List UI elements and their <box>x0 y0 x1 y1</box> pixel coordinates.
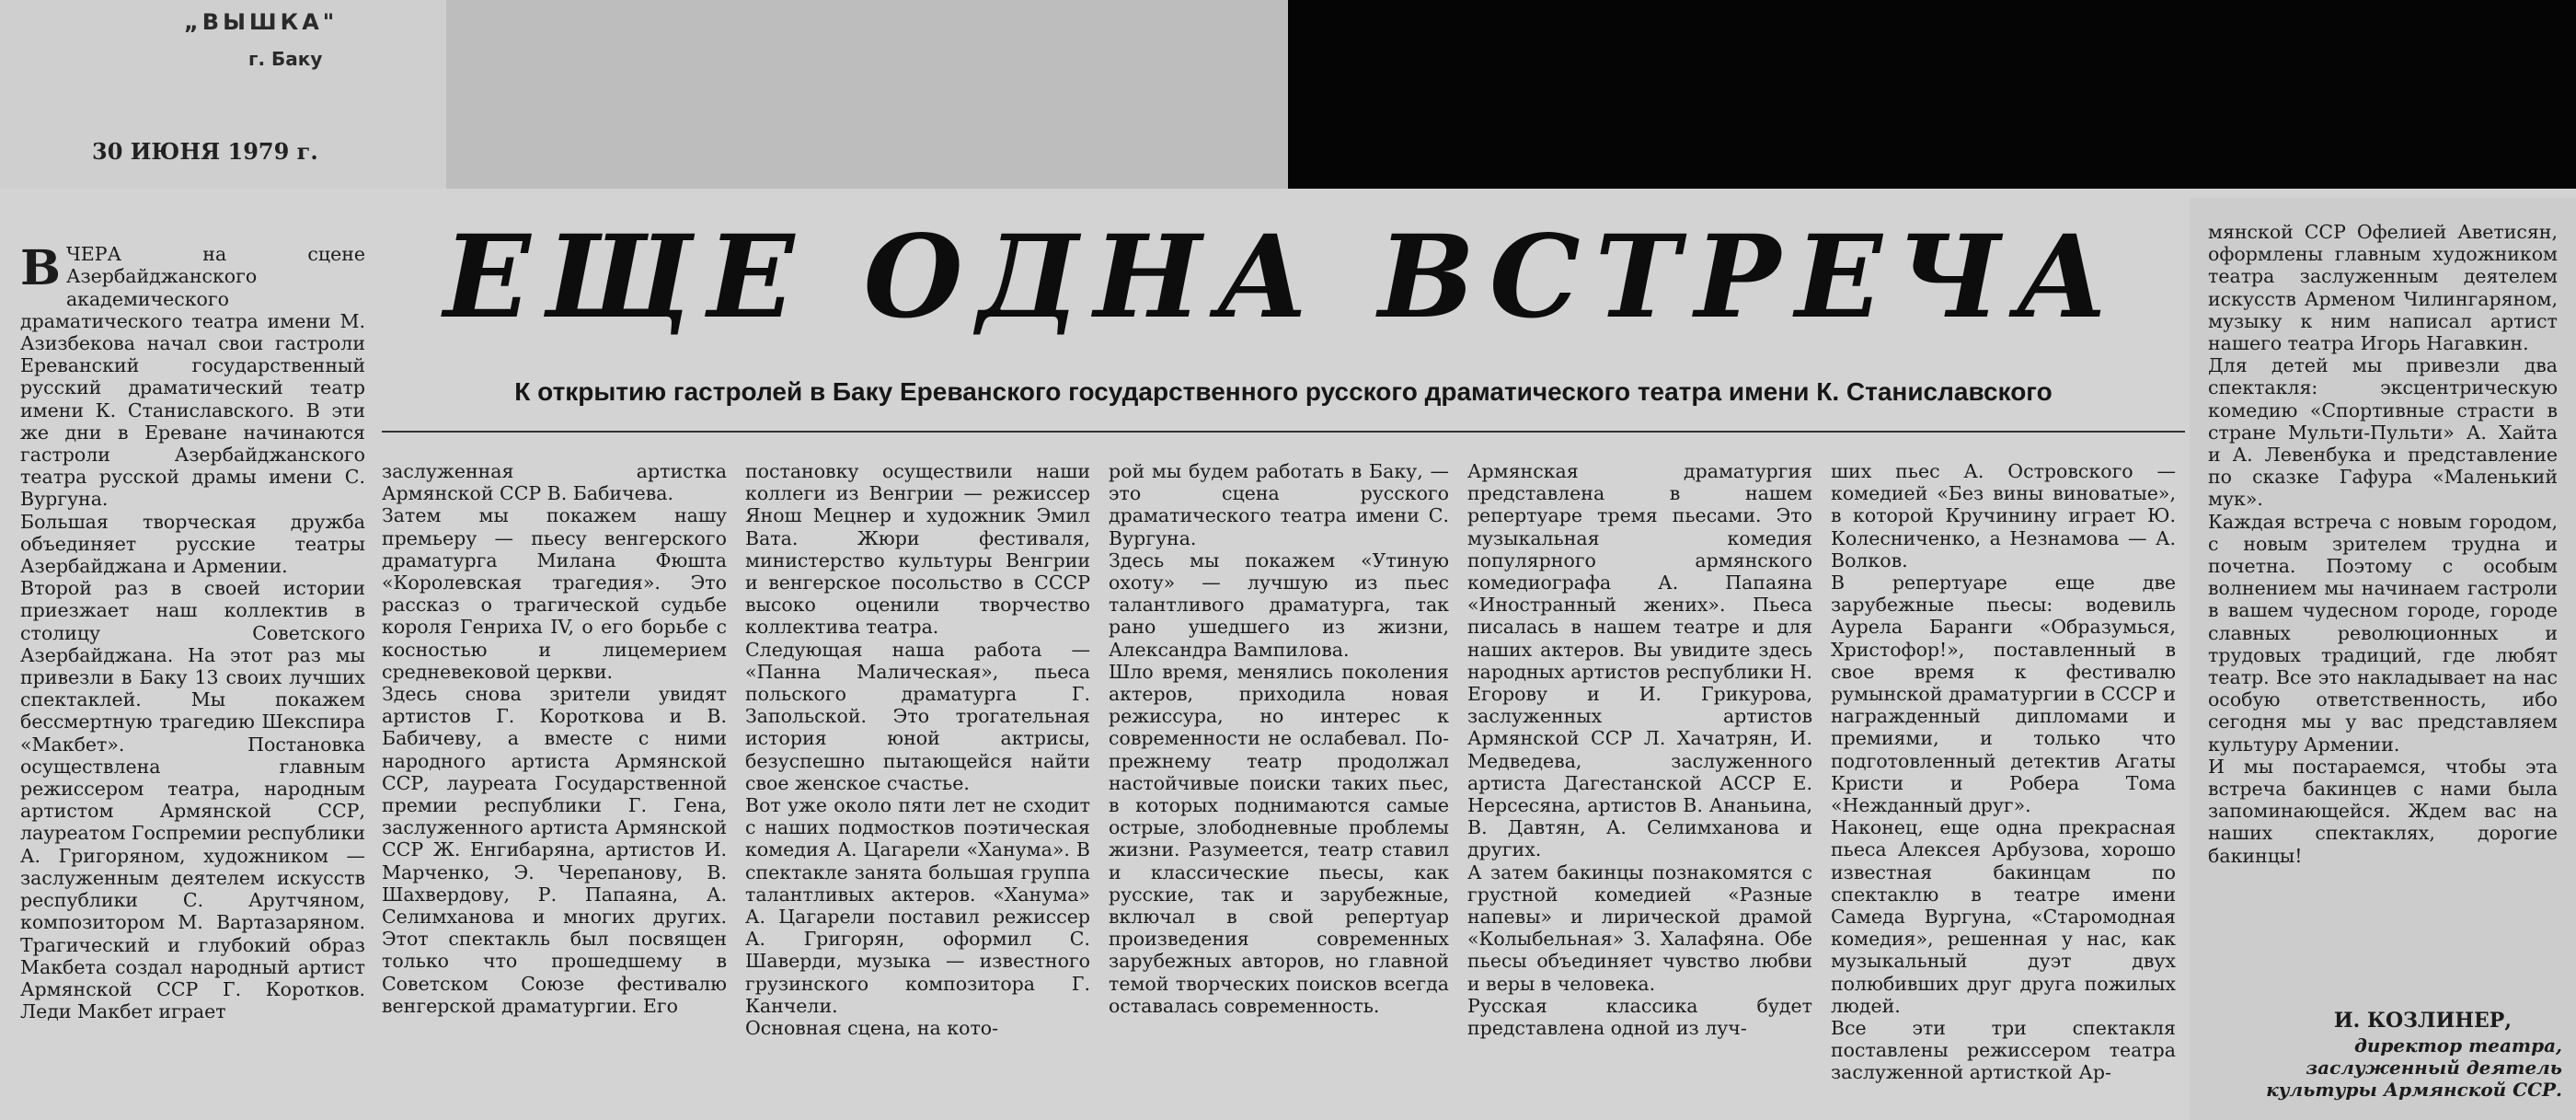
newspaper-masthead: „ВЫШКА" <box>184 9 339 35</box>
publication-date: 30 ИЮНЯ 1979 г. <box>92 138 318 165</box>
article-column-1 <box>20 221 365 1118</box>
newspaper-city: г. Баку <box>248 48 323 70</box>
article-headline: ЕЩЕ ОДНА ВСТРЕЧА <box>443 214 2123 342</box>
article-column-4: рой мы будем работать в Баку, — это сцена русского драматического театра имени С. Вургуна. Здесь мы покажем «Утиную охоту» — лучшую из пьес талантливого драматурга, так рано ушедшего из жизни, Александра Вампилова. Шло время, менялись поколения актеров, приходила новая режиссура, но интерес к современности не ослабевал. По-прежнему театр продолжал настойчивые поиски таких пьес, в которых поднимаются самые острые, злободневные проблемы жизни. Разумеется, театр ставил и классические пьесы, как русские, так и зарубежные, включал в свой репертуар произведения современных зарубежных авторов, но главной темой творческих поисков всегда оставалась современность. <box>1109 460 1449 1017</box>
article-column-6: ших пьес А. Островского — комедией «Без вины виноватые», в которой Кручинину играет Ю. Колесниченко, а Незнамова — А. Волков. В репертуаре еще две зарубежные пьесы: водевиль Аурела Баранги «Образумься, Христофор!», поставленный в свое время к фестивалю румынской драматургии в СССР и награжденный дипломами и премиями, и только что подготовленный детектив Агаты Кристи и Робера Тома «Нежданный друг». Наконец, еще одна прекрасная пьеса Алексея Арбузова, хорошо известная бакинцам по спектаклю в театре имени Самеда Вургуна, «Старомодная комедия», решенная у нас, как музыкальный дуэт двух полюбивших друг друга пожилых людей. Все эти три спектакля поставлены режиссером театра заслуженной артисткой Ар- <box>1831 460 2176 1084</box>
article-subhead: К открытию гастролей в Баку Ереванского государственного русского драматического театра имени К. Станиславского <box>514 377 2053 406</box>
background-dark <box>1288 0 2576 212</box>
author-name: И. КОЗЛИНЕР, <box>2333 1009 2512 1033</box>
column-1-text: ЧЕРА на сцене Азербайджанского академического драматического театра имени М. Азизбекова начал свои гастроли Ереванский государственный русский драматический театр имени К. Станиславского. В эти же дни в Ереване начинаются гастроли Азербайджанского театра русской драмы имени С. Вургуна. Большая творческая дружба объединяет русские театры Азербайджана и Армении. Второй раз в своей истории приезжает наш коллектив в столицу Советского Азербайджана. На этот раз мы привезли в Баку 13 своих лучших спектаклей. Мы покажем бессмертную трагедию Шекспира «Макбет». Постановка осуществлена главным режиссером театра, народным артистом Армянской ССР, лауреатом Госпремии республики А. Григоряном, художником — заслуженным деятелем искусств республики С. Арутчяном, композитором М. Вартазаряном. Трагический и глубокий образ Макбета создал народный артист Армянской ССР Г. Коротков. Леди Макбет играет <box>20 243 365 1023</box>
article-column-3: постановку осуществили наши коллеги из Венгрии — режиссер Янош Мецнер и художник Эмил Вата. Жюри фестиваля, министерство культуры Венгрии и венгерское посольство в СССР высоко оценили творчество коллектива театра. Следующая наша работа — «Панна Малическая», пьеса польского драматурга Г. Запольской. Это трогательная история юной актрисы, безуспешно пытающейся найти свое женское счастье. Вот уже около пяти лет не сходит с наших подмостков поэтическая комедия А. Цагарели «Ханума». В спектакле занята большая группа талантливых актеров. «Ханума» А. Цагарели поставил режиссер А. Григорян, оформил С. Шаверди, музыка — известного грузинского композитора Г. Канчели. Основная сцена, на кото- <box>745 460 1090 1040</box>
drop-cap: В <box>20 240 61 297</box>
article-column-5: Армянская драматургия представлена в нашем репертуаре тремя пьесами. Это музыкальная комедия популярного армянского комедиографа А. Папаяна «Иностранный жених». Пьеса писалась в нашем театре и для наших актеров. Вы увидите здесь народных артистов республики Н. Егорову и И. Грикурова, заслуженных артистов Армянской ССР Л. Хачатрян, И. Медведева, заслуженного артиста Дагестанской АССР Е. Нерсесяна, артистов В. Ананьина, В. Давтян, А. Селимханова и других. А затем бакинцы познакомятся с грустной комедией «Разные напевы» и лирической драмой «Колыбельная» З. Халафяна. Обе пьесы объединяет чувство любви и веры в человека. Русская классика будет представлена одной из луч- <box>1467 460 1812 1040</box>
article-column-7: мянской ССР Офелией Аветисян, оформлены главным художником театра заслуженным деятелем искусств Арменом Чилингаряном, музыку к ним написал артист нашего театра Игорь Нагавкин. Для детей мы привезли два спектакля: эксцентрическую комедию «Спортивные страсти в стране Мульти-Пульти» А. Хайта и А. Левенбука и представление по сказке Гафура «Маленький мук». Каждая встреча с новым городом, с новым зрителем трудна и почетна. Поэтому с особым волнением мы начинаем гастроли в вашем чудесном городе, городе славных революционных и трудовых традиций, где любят театр. Все это накладывает на нас особую ответственность, ибо сегодня мы у вас представляем культуру Армении. И мы постараемся, чтобы эта встреча бакинцев с нами была запоминающейся. Ждем вас на наших спектаклях, дорогие бакинцы! <box>2208 221 2558 867</box>
background-grey <box>446 0 1288 212</box>
author-title: директор театра, заслуженный деятель культуры Армянской ССР. <box>2266 1034 2562 1101</box>
headline-rule <box>382 431 2185 433</box>
article-column-2: заслуженная артистка Армянской ССР В. Бабичева. Затем мы покажем нашу премьеру — пьесу венгерского драматурга Милана Фюшта «Королевская трагедия». Это рассказ о трагической судьбе короля Генриха IV, о его борьбе с косностью и лицемерием средневековой церкви. Здесь снова зрители увидят артистов Г. Короткова и В. Бабичеву, а вместе с ними народного артиста Армянской ССР, лауреата Государственной премии республики Г. Гена, заслуженного артиста Армянской ССР Ж. Енгибаряна, артистов И. Марченко, Э. Черепанову, В. Шахвердову, Р. Папаяна, А. Селимханова и многих других. Этот спектакль был посвящен только что прошедшему в Советском Союзе фестивалю венгерской драматургии. Его <box>382 460 727 1017</box>
clipping-header-strip <box>0 0 446 193</box>
